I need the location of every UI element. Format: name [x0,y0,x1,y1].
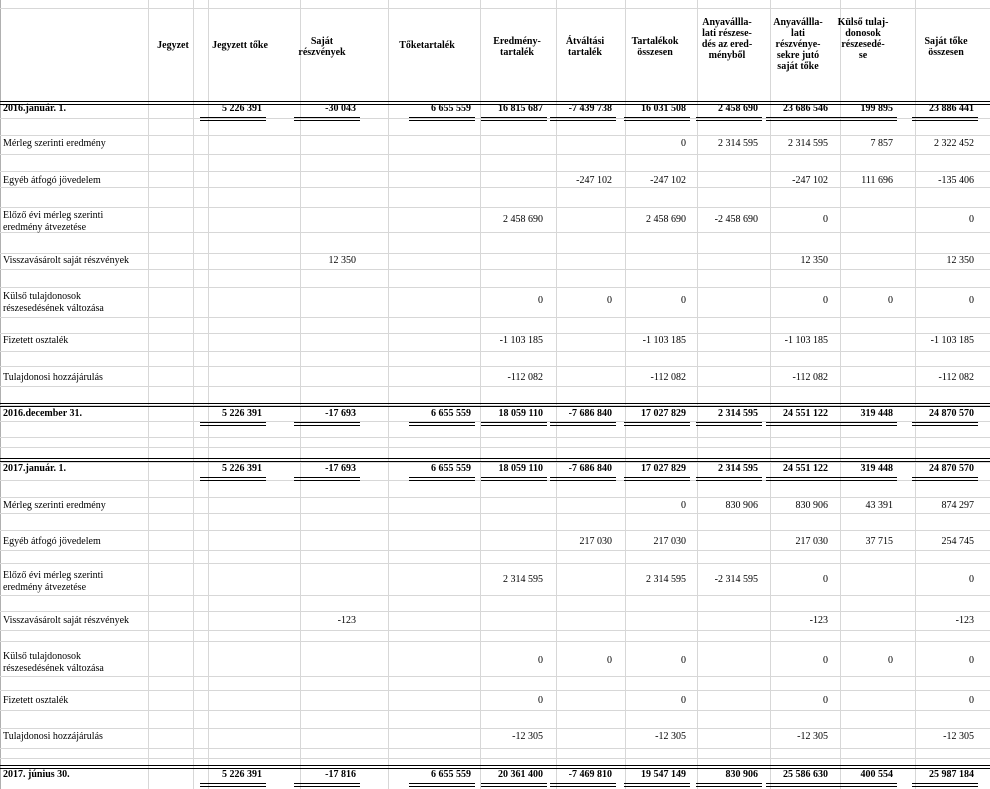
cell-sajat_reszvenyek: 12 350 [328,255,356,266]
balance-row-label: 2016.december 31. [3,408,82,419]
balance-row-label: 2016.január. 1. [3,103,66,114]
cell-kulso_tulaj: 400 554 [860,769,893,780]
cell-anya_eredmeny: 2 314 595 [718,408,758,419]
balance-rule [0,403,990,407]
total-underline [624,422,690,426]
column-header-eredmenytartalek: Eredmény- tartalék [493,36,541,58]
cell-sajat_toke_osszesen: 25 987 184 [929,769,974,780]
grid-line-horizontal [0,758,990,759]
cell-sajat_toke_osszesen: 24 870 570 [929,408,974,419]
total-underline [294,422,360,426]
grid-line-horizontal [0,550,990,551]
total-underline [766,117,832,121]
cell-tartalekok_osszesen: -112 082 [650,372,686,383]
cell-anya_sajat_toke: 25 586 630 [783,769,828,780]
column-header-jegyzett_toke: Jegyzett tőke [212,40,268,51]
cell-anya_sajat_toke: 0 [823,655,828,666]
cell-sajat_toke_osszesen: 0 [969,695,974,706]
cell-tartalekok_osszesen: 2 314 595 [646,574,686,585]
cell-tartalekok_osszesen: 17 027 829 [641,408,686,419]
cell-sajat_reszvenyek: -30 043 [325,103,356,114]
cell-anya_sajat_toke: 24 551 122 [783,463,828,474]
cell-jegyzett_toke: 5 226 391 [222,463,262,474]
cell-anya_eredmeny: 2 314 595 [718,138,758,149]
cell-tartalekok_osszesen: 0 [681,295,686,306]
cell-sajat_toke_osszesen: 874 297 [941,500,974,511]
cell-anya_sajat_toke: 12 350 [800,255,828,266]
cell-sajat_toke_osszesen: 0 [969,214,974,225]
grid-line-horizontal [0,513,990,514]
total-underline [409,422,475,426]
cell-tartalekok_osszesen: 0 [681,695,686,706]
total-underline [766,783,832,787]
balance-rule [0,765,990,769]
cell-anya_sajat_toke: 217 030 [795,536,828,547]
total-underline [831,117,897,121]
cell-anya_eredmeny: 830 906 [725,769,758,780]
cell-kulso_tulaj: 0 [888,295,893,306]
row-label: Külső tulajdonosok részesedésének változása [3,291,104,314]
grid-line-horizontal [0,351,990,352]
cell-toketartalek: 6 655 559 [431,103,471,114]
cell-anya_eredmeny: 2 458 690 [718,103,758,114]
cell-sajat_toke_osszesen: -112 082 [938,372,974,383]
total-underline [624,783,690,787]
cell-tartalekok_osszesen: 217 030 [653,536,686,547]
total-underline [912,117,978,121]
total-underline [409,117,475,121]
grid-line-horizontal [0,630,990,631]
row-label: Egyéb átfogó jövedelem [3,536,101,547]
total-underline [696,477,762,481]
grid-line-horizontal [0,8,990,9]
balance-row-label: 2017.január. 1. [3,463,66,474]
total-underline [294,477,360,481]
row-label: Tulajdonosi hozzájárulás [3,731,103,742]
cell-atvaltasi_tartalek: -7 686 840 [568,463,612,474]
cell-eredmenytartalek: 0 [538,655,543,666]
row-label: Visszavásárolt saját részvények [3,615,130,626]
cell-sajat_toke_osszesen: -12 305 [943,731,974,742]
cell-anya_sajat_toke: -112 082 [792,372,828,383]
grid-line-horizontal [0,253,990,254]
grid-line-horizontal [0,676,990,677]
cell-atvaltasi_tartalek: 0 [607,655,612,666]
cell-tartalekok_osszesen: 17 027 829 [641,463,686,474]
cell-kulso_tulaj: 7 857 [870,138,893,149]
cell-sajat_reszvenyek: -123 [337,615,356,626]
grid-line-horizontal [0,728,990,729]
total-underline [200,422,266,426]
cell-eredmenytartalek: 2 458 690 [503,214,543,225]
grid-line-horizontal [0,530,990,531]
cell-sajat_toke_osszesen: 24 870 570 [929,463,974,474]
cell-eredmenytartalek: 18 059 110 [498,408,543,419]
cell-tartalekok_osszesen: -247 102 [650,175,686,186]
grid-line-horizontal [0,690,990,691]
row-label: Mérleg szerinti eredmény [3,138,106,149]
cell-sajat_reszvenyek: -17 816 [325,769,356,780]
cell-tartalekok_osszesen: 19 547 149 [641,769,686,780]
total-underline [831,783,897,787]
cell-tartalekok_osszesen: -1 103 185 [642,335,686,346]
cell-anya_sajat_toke: 0 [823,214,828,225]
column-header-anya_sajat_toke: Anyavállla- lati részvénye- sekre jutó saját tőke [773,17,823,72]
balance-rule [0,101,990,105]
cell-tartalekok_osszesen: 0 [681,655,686,666]
total-underline [624,117,690,121]
total-underline [550,477,616,481]
cell-eredmenytartalek: 0 [538,295,543,306]
cell-kulso_tulaj: 319 448 [860,408,893,419]
cell-eredmenytartalek: 18 059 110 [498,463,543,474]
cell-atvaltasi_tartalek: -7 439 738 [568,103,612,114]
cell-anya_eredmeny: -2 314 595 [714,574,758,585]
cell-atvaltasi_tartalek: -7 469 810 [568,769,612,780]
grid-line-horizontal [0,710,990,711]
cell-eredmenytartalek: 0 [538,695,543,706]
total-underline [550,117,616,121]
row-label: Tulajdonosi hozzájárulás [3,372,103,383]
cell-kulso_tulaj: 43 391 [865,500,893,511]
cell-eredmenytartalek: -1 103 185 [499,335,543,346]
column-header-atvaltasi_tartalek: Átváltási tartalék [565,36,605,58]
total-underline [696,422,762,426]
cell-kulso_tulaj: 37 715 [865,536,893,547]
grid-line-horizontal [0,447,990,448]
cell-anya_sajat_toke: 24 551 122 [783,408,828,419]
cell-anya_eredmeny: 2 314 595 [718,463,758,474]
column-header-jegyzet: Jegyzet [157,40,189,51]
total-underline [912,422,978,426]
cell-anya_sajat_toke: -247 102 [792,175,828,186]
cell-jegyzett_toke: 5 226 391 [222,769,262,780]
total-underline [550,783,616,787]
balance-rule [0,458,990,462]
cell-jegyzett_toke: 5 226 391 [222,408,262,419]
cell-anya_sajat_toke: 2 314 595 [788,138,828,149]
cell-anya_sajat_toke: -123 [809,615,828,626]
total-underline [294,783,360,787]
column-header-kulso_tulaj: Külső tulaj- donosok részesedé- se [837,17,889,61]
cell-anya_sajat_toke: -12 305 [797,731,828,742]
total-underline [550,422,616,426]
cell-anya_eredmeny: -2 458 690 [714,214,758,225]
cell-eredmenytartalek: 20 361 400 [498,769,543,780]
grid-line-horizontal [0,171,990,172]
total-underline [294,117,360,121]
column-header-anya_eredmeny: Anyavállla- lati részese- dés az ered- ményből [701,17,753,61]
cell-eredmenytartalek: 2 314 595 [503,574,543,585]
cell-atvaltasi_tartalek: -247 102 [576,175,612,186]
total-underline [481,422,547,426]
total-underline [481,117,547,121]
total-underline [200,783,266,787]
column-header-sajat_toke_osszesen: Saját tőke összesen [924,36,968,58]
column-header-sajat_reszvenyek: Saját részvények [298,36,346,58]
grid-line-horizontal [0,333,990,334]
grid-line-horizontal [0,287,990,288]
grid-line-horizontal [0,232,990,233]
column-header-tartalekok_osszesen: Tartalékok összesen [631,36,679,58]
row-label: Előző évi mérleg szerinti eredmény átvezetése [3,210,104,233]
total-underline [409,477,475,481]
cell-sajat_toke_osszesen: -123 [955,615,974,626]
cell-sajat_toke_osszesen: 254 745 [941,536,974,547]
cell-toketartalek: 6 655 559 [431,408,471,419]
cell-kulso_tulaj: 0 [888,655,893,666]
grid-line-horizontal [0,497,990,498]
grid-line-horizontal [0,366,990,367]
cell-anya_sajat_toke: 830 906 [795,500,828,511]
cell-anya_sajat_toke: -1 103 185 [784,335,828,346]
total-underline [696,117,762,121]
cell-anya_sajat_toke: 23 686 546 [783,103,828,114]
cell-sajat_toke_osszesen: 0 [969,574,974,585]
cell-anya_eredmeny: 830 906 [725,500,758,511]
cell-sajat_toke_osszesen: -1 103 185 [930,335,974,346]
cell-kulso_tulaj: 111 696 [861,175,893,186]
grid-line-horizontal [0,563,990,564]
cell-toketartalek: 6 655 559 [431,463,471,474]
cell-toketartalek: 6 655 559 [431,769,471,780]
grid-line-horizontal [0,187,990,188]
grid-line-horizontal [0,317,990,318]
cell-tartalekok_osszesen: -12 305 [655,731,686,742]
cell-tartalekok_osszesen: 2 458 690 [646,214,686,225]
cell-atvaltasi_tartalek: -7 686 840 [568,408,612,419]
grid-line-horizontal [0,611,990,612]
row-label: Egyéb átfogó jövedelem [3,175,101,186]
cell-kulso_tulaj: 319 448 [860,463,893,474]
cell-eredmenytartalek: 16 815 687 [498,103,543,114]
total-underline [624,477,690,481]
grid-line-horizontal [0,207,990,208]
total-underline [766,422,832,426]
cell-anya_sajat_toke: 0 [823,695,828,706]
grid-line-horizontal [0,269,990,270]
grid-line-horizontal [0,641,990,642]
cell-eredmenytartalek: -112 082 [507,372,543,383]
cell-atvaltasi_tartalek: 0 [607,295,612,306]
total-underline [696,783,762,787]
row-label: Előző évi mérleg szerinti eredmény átvezetése [3,570,104,593]
grid-line-horizontal [0,386,990,387]
cell-sajat_toke_osszesen: 12 350 [946,255,974,266]
cell-tartalekok_osszesen: 0 [681,500,686,511]
cell-atvaltasi_tartalek: 217 030 [579,536,612,547]
cell-kulso_tulaj: 199 895 [860,103,893,114]
row-label: Mérleg szerinti eredmény [3,500,106,511]
cell-sajat_toke_osszesen: 23 886 441 [929,103,974,114]
total-underline [766,477,832,481]
grid-line-horizontal [0,748,990,749]
row-label: Visszavásárolt saját részvények [3,255,130,266]
total-underline [200,117,266,121]
row-label: Fizetett osztalék [3,335,69,346]
cell-jegyzett_toke: 5 226 391 [222,103,262,114]
total-underline [912,477,978,481]
cell-eredmenytartalek: -12 305 [512,731,543,742]
cell-sajat_toke_osszesen: 2 322 452 [934,138,974,149]
cell-sajat_toke_osszesen: 0 [969,295,974,306]
cell-sajat_toke_osszesen: -135 406 [938,175,974,186]
grid-line-horizontal [0,437,990,438]
grid-line-horizontal [0,154,990,155]
grid-line-horizontal [0,462,990,463]
total-underline [912,783,978,787]
total-underline [831,477,897,481]
total-underline [200,477,266,481]
cell-anya_sajat_toke: 0 [823,574,828,585]
column-header-toketartalek: Tőketartalék [399,40,455,51]
balance-row-label: 2017. június 30. [3,769,70,780]
row-label: Külső tulajdonosok részesedésének változása [3,651,104,674]
cell-tartalekok_osszesen: 0 [681,138,686,149]
total-underline [481,477,547,481]
grid-line-horizontal [0,135,990,136]
total-underline [481,783,547,787]
total-underline [409,783,475,787]
cell-anya_sajat_toke: 0 [823,295,828,306]
cell-sajat_reszvenyek: -17 693 [325,463,356,474]
cell-tartalekok_osszesen: 16 031 508 [641,103,686,114]
row-label: Fizetett osztalék [3,695,69,706]
total-underline [831,422,897,426]
cell-sajat_reszvenyek: -17 693 [325,408,356,419]
cell-sajat_toke_osszesen: 0 [969,655,974,666]
grid-line-horizontal [0,595,990,596]
